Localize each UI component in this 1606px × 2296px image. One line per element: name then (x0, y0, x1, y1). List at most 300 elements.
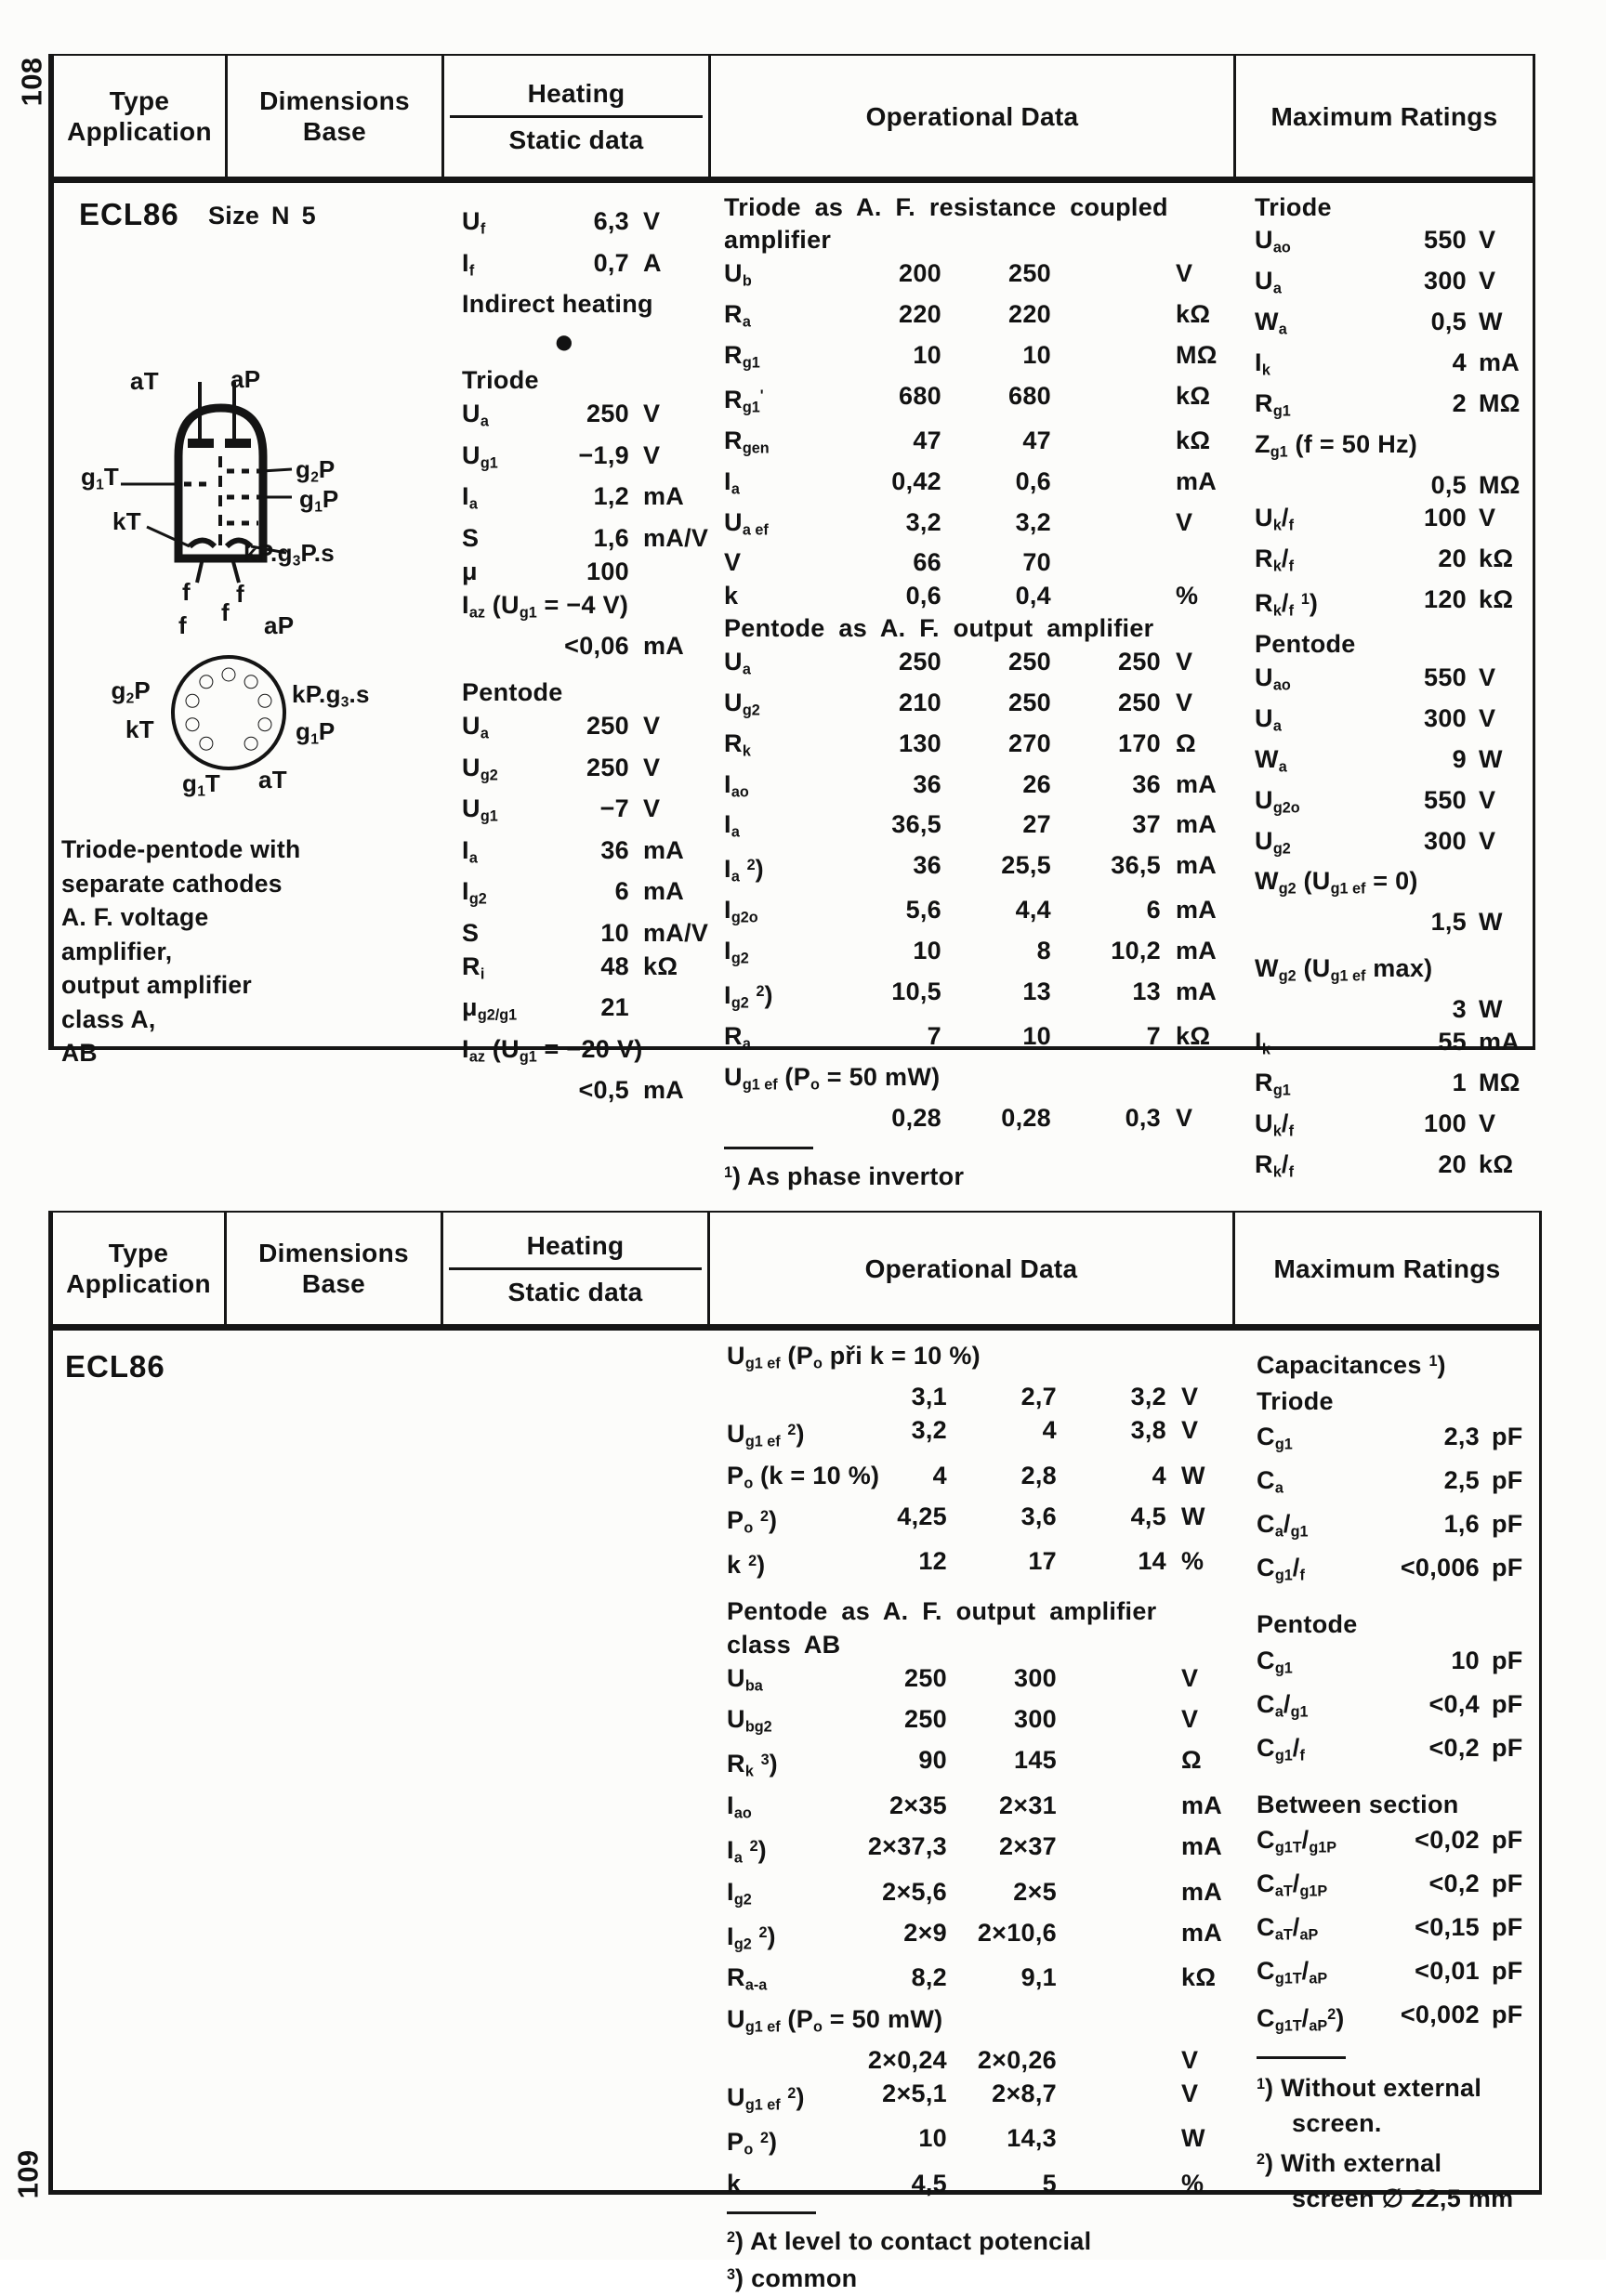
group-heading: Pentode (1255, 630, 1356, 659)
value: 170 (1118, 728, 1161, 757)
value (1051, 339, 1161, 380)
symbol (727, 2044, 837, 2078)
value: <0,006 (1400, 1554, 1480, 1582)
value: 2 (1452, 389, 1467, 418)
symbol: $U_a$ (462, 712, 489, 742)
unit: mA (1176, 977, 1218, 1006)
value (1057, 1703, 1166, 1744)
header-operational-label: Operational Data (864, 1253, 1078, 1283)
value (1057, 1876, 1166, 1917)
value (1051, 380, 1161, 425)
tube-label-f-left: f (182, 578, 191, 606)
symbol: $C_{g1T}/_{g1P}$ (1257, 1826, 1337, 1856)
symbol (724, 1102, 832, 1135)
data-row (724, 380, 1228, 425)
symbol: $I_a$ $^2$) (727, 1836, 767, 1867)
value: −7 (599, 794, 629, 823)
symbol: $C_a/_{g1}$ (1257, 1689, 1309, 1721)
symbol (462, 629, 544, 663)
unit (1467, 428, 1526, 469)
symbol: $R_k$ $^3$) (727, 1750, 778, 1781)
value (1057, 1790, 1166, 1830)
header-maximum-label: Maximum Ratings (1273, 1253, 1501, 1283)
value: 0,6 (1015, 466, 1051, 495)
value: 2×10,6 (977, 1918, 1057, 1947)
value: 1,6 (1443, 1510, 1480, 1539)
value: 36 (600, 835, 629, 864)
value: 2×5,1 (882, 2079, 947, 2107)
footnote: $^2$) At level to contact potencial (727, 2227, 1092, 2256)
data-row (727, 1830, 1233, 1875)
value: 3 (1452, 994, 1467, 1023)
base-label-g1P: $g_1P$ (296, 717, 336, 748)
symbol: $P_o$ (k = 10 %) (727, 1461, 880, 1492)
value: 0,28 (1001, 1104, 1051, 1133)
header-type-application (53, 1213, 227, 1324)
value: 10 (913, 340, 941, 369)
value: 4 (1042, 1416, 1057, 1445)
symbol: $C_{g1}/_f$ (1257, 1554, 1305, 1584)
base-label-g2P: $g_2P$ (111, 676, 151, 707)
symbol: $P_o$ $^2$) (727, 1505, 778, 1537)
value: 250 (1008, 647, 1051, 676)
maximum-ratings-column-top (1255, 191, 1526, 1189)
operational-data-column-bottom (727, 1340, 1233, 2296)
data-row (1255, 265, 1526, 306)
data-row (727, 1460, 1233, 1501)
data-row (1255, 428, 1526, 469)
unit: A (643, 248, 662, 277)
value: 250 (1118, 647, 1161, 676)
unit: % (1181, 1547, 1204, 1576)
tube-type: ECL86 (79, 197, 179, 231)
symbol: $C_{g1}$ (1257, 1423, 1293, 1453)
value: <0,4 (1428, 1689, 1480, 1718)
data-row (1255, 347, 1526, 387)
unit: mA (1176, 851, 1218, 880)
footnote: $^2$) With external (1257, 2148, 1442, 2177)
data-row (462, 588, 694, 630)
symbol: $I_{g2}$ $^2$) (727, 1922, 776, 1953)
value: 200 (899, 258, 941, 287)
symbol: $U_{ao}$ (1255, 663, 1291, 694)
data-row (724, 935, 1228, 976)
value (1051, 506, 1161, 547)
value: −1,9 (578, 440, 629, 469)
value: <0,15 (1415, 1913, 1480, 1942)
value (1051, 546, 1161, 579)
data-row (727, 1703, 1233, 1744)
data-row (1255, 1067, 1526, 1108)
unit: pF (1492, 1646, 1523, 1674)
unit: V (1181, 1416, 1199, 1445)
value: 3,2 (1130, 1383, 1166, 1411)
value: 17 (1028, 1547, 1057, 1576)
unit: mA (643, 835, 685, 864)
symbol: $U_{bg2}$ (727, 1705, 772, 1736)
value: 47 (913, 426, 941, 454)
value: 550 (1424, 785, 1467, 814)
value: 300 (1014, 1705, 1057, 1734)
unit: W (1479, 308, 1503, 336)
value: 10,5 (891, 977, 941, 1006)
value (1357, 952, 1467, 993)
unit: mA (1176, 896, 1218, 925)
data-row (462, 709, 694, 751)
value: 1,2 (593, 482, 629, 511)
base-label-kT: kT (125, 715, 154, 743)
value: <0,002 (1400, 2001, 1480, 2029)
symbol: $U_{g2}$ (1255, 826, 1291, 858)
header-operational-data (710, 1213, 1235, 1324)
data-row (1255, 502, 1526, 543)
unit: mA (1181, 1791, 1223, 1819)
unit: W (1181, 1461, 1205, 1489)
description-line: AB (61, 1039, 98, 1067)
value: 0,42 (891, 466, 941, 495)
unit: V (1479, 504, 1496, 532)
data-row (1255, 1026, 1526, 1067)
data-row (1255, 1148, 1526, 1189)
unit (629, 588, 694, 630)
value: 2,3 (1443, 1423, 1480, 1451)
unit: pF (1492, 1870, 1523, 1898)
data-row (724, 768, 1228, 809)
symbol: $U_a$ (724, 647, 751, 678)
unit: mA (1176, 810, 1218, 839)
unit: pF (1492, 1689, 1523, 1718)
symbol: S (462, 918, 480, 947)
data-row (727, 1876, 1233, 1917)
value: 36,5 (1111, 851, 1161, 880)
footnote-rule (724, 1147, 813, 1149)
data-row (1255, 1108, 1526, 1148)
value: 300 (1424, 267, 1467, 295)
symbol: $I_{az}$ ($U_{g1} = -20$ V) (462, 1034, 643, 1066)
value: 48 (600, 951, 629, 980)
value: 1,6 (593, 523, 629, 552)
value: <0,2 (1428, 1733, 1480, 1762)
unit: mA/V (643, 918, 709, 947)
unit: V (1176, 258, 1193, 287)
value: 8 (1036, 937, 1051, 965)
symbol: $I_a$ (462, 482, 478, 513)
data-row (727, 2122, 1233, 2167)
unit: W (1479, 994, 1503, 1023)
data-row (724, 728, 1228, 768)
value: 10 (600, 918, 629, 947)
value: <0,01 (1415, 1957, 1480, 1986)
unit: kΩ (1176, 299, 1211, 328)
value (1057, 2122, 1166, 2167)
unit: pF (1492, 1423, 1523, 1451)
unit (629, 287, 694, 321)
indirect-heating-dot: ● (553, 322, 575, 362)
value: 36 (913, 769, 941, 798)
value: 5,6 (905, 896, 941, 925)
data-row (1255, 865, 1526, 906)
header-maximum-label: Maximum Ratings (1270, 101, 1498, 131)
value: 250 (586, 753, 629, 781)
data-row (724, 1020, 1228, 1061)
data-row (724, 506, 1228, 547)
unit: mA (1181, 1832, 1223, 1861)
triode-heading: Triode (462, 366, 539, 395)
data-row (1255, 543, 1526, 584)
value (1057, 2044, 1166, 2078)
unit: V (643, 753, 661, 781)
symbol: $I_{g2o}$ (724, 896, 758, 926)
data-row (1255, 702, 1526, 743)
unit: W (1181, 2124, 1205, 2153)
unit: V (1479, 663, 1496, 691)
base-label-g1T: $g_1T$ (182, 769, 221, 800)
data-row (1255, 952, 1526, 993)
description-line: A. F. voltage amplifier, (61, 903, 209, 965)
symbol: $R_{g1}'$ (724, 385, 764, 416)
data-row (1257, 1953, 1535, 1997)
symbol: $C_{g1T}/_{aP}$ (1257, 1957, 1328, 1988)
data-row (1255, 306, 1526, 347)
symbol: $U_a$ (1255, 267, 1282, 297)
value: 0,5 (1430, 308, 1467, 336)
maximum-ratings-column-bottom (1257, 1344, 1535, 2217)
value (1057, 1917, 1166, 1961)
unit: pF (1492, 1957, 1523, 1986)
data-row (1257, 1463, 1535, 1506)
value: 20 (1438, 1149, 1467, 1178)
value: 20 (1438, 544, 1467, 573)
value: 550 (1424, 663, 1467, 691)
tube-label-g2P: $g_2P$ (296, 455, 336, 486)
value (1051, 298, 1161, 339)
unit: MΩ (1479, 389, 1520, 418)
value: <0,06 (564, 632, 629, 661)
value: 220 (899, 299, 941, 328)
symbol: $P_o$ $^2$) (727, 2128, 778, 2158)
header-static-data: Static data (507, 1277, 643, 1306)
unit: mA (1479, 348, 1520, 377)
row-label: $U_{g1 ef}$ ($P_o$ při k = 10 %) (727, 1342, 981, 1372)
unit: mA (1479, 1028, 1520, 1056)
symbol: $R_{gen}$ (724, 426, 770, 457)
value: 300 (1424, 703, 1467, 732)
unit: pF (1492, 1554, 1523, 1582)
value: 10 (1022, 340, 1051, 369)
value: 300 (1014, 1663, 1057, 1692)
value (1057, 2168, 1166, 2201)
value: 10 (1022, 1022, 1051, 1051)
unit: mA (1181, 1877, 1223, 1906)
value: <0,02 (1415, 1826, 1480, 1855)
symbol: Indirect heating (462, 290, 653, 319)
unit: Ω (1181, 1746, 1202, 1775)
value: 250 (904, 1705, 947, 1734)
unit (629, 1032, 694, 1074)
footnote: screen. (1292, 2109, 1382, 2138)
symbol: $I_a$ (462, 835, 478, 867)
group-heading: Triode (1255, 193, 1332, 221)
page-number-top: 108 (15, 57, 48, 107)
symbol: $R_k/_f$ (1255, 544, 1295, 575)
data-row (1257, 1506, 1535, 1550)
value: 2×37,3 (867, 1832, 947, 1861)
symbol: $C_a/_{g1}$ (1257, 1510, 1309, 1541)
unit: V (1479, 267, 1496, 295)
heating-static-data-column (462, 204, 709, 1107)
symbol: $U_b$ (724, 258, 752, 290)
unit: % (1176, 581, 1199, 610)
value (544, 287, 629, 321)
data-row (727, 2078, 1233, 2122)
value: 5 (1042, 2169, 1057, 2198)
unit: pF (1492, 2001, 1523, 2029)
unit: V (1479, 785, 1496, 814)
value: 0,5 (1430, 471, 1467, 500)
data-row (724, 808, 1228, 849)
data-row (462, 1032, 694, 1074)
value: 4,4 (1015, 896, 1051, 925)
data-row (724, 580, 1228, 612)
value (1057, 2078, 1166, 2122)
unit: kΩ (1479, 585, 1514, 614)
value (1051, 257, 1161, 298)
unit: Ω (1176, 728, 1196, 757)
tube-base-diagram (168, 653, 289, 774)
value (1357, 428, 1467, 469)
data-row (724, 339, 1228, 380)
value: 47 (1022, 426, 1051, 454)
value: 70 (1022, 548, 1051, 577)
symbol: $C_{aT}/_{aP}$ (1257, 1913, 1319, 1944)
value (1051, 466, 1161, 506)
section-heading: Triode as A. F. resistance coupled (724, 193, 1168, 221)
header-application: Application (67, 117, 212, 146)
data-row (727, 2044, 1233, 2078)
value (544, 588, 629, 630)
unit: mA (643, 1076, 685, 1105)
value: 4,5 (1130, 1502, 1166, 1530)
section-heading: Pentode as A. F. output amplifier (724, 614, 1154, 643)
data-row (462, 555, 694, 588)
value: 0,3 (1125, 1104, 1161, 1133)
value: 0,4 (1015, 581, 1051, 610)
value: 3,1 (911, 1383, 947, 1411)
value (1051, 425, 1161, 466)
tube-label-kT: kT (112, 507, 141, 535)
tube-label-g1P: $g_1P$ (299, 485, 339, 516)
value: 0,28 (891, 1104, 941, 1133)
footnote: $^3$) common (727, 2264, 858, 2293)
data-row (462, 521, 709, 555)
unit: V (1181, 1705, 1199, 1734)
symbol: V (724, 548, 742, 577)
header-heating: Heating (526, 1230, 625, 1260)
unit: V (1479, 703, 1496, 732)
unit: V (643, 207, 661, 235)
value: 270 (1008, 728, 1051, 757)
data-row (727, 2168, 1233, 2201)
unit: kΩ (1479, 544, 1514, 573)
symbol: $C_{g1}$ (1257, 1646, 1293, 1677)
data-row (462, 397, 694, 439)
symbol: $R_{g1}$ (1255, 389, 1291, 420)
data-row (724, 894, 1228, 935)
symbol: $I_a$ (724, 466, 740, 498)
unit: mA (1176, 769, 1218, 798)
data-row (462, 874, 694, 916)
value: <0,5 (578, 1076, 629, 1105)
header-heating: Heating (527, 78, 625, 108)
symbol: $R_{a-a}$ (727, 1963, 768, 1994)
unit: kΩ (1176, 1022, 1211, 1051)
application-description (61, 833, 322, 1070)
unit: mA (1176, 937, 1218, 965)
tube-label-g1T: $g_1T$ (80, 463, 119, 493)
unit: V (1479, 826, 1496, 855)
symbol: $I_k$ (1255, 1028, 1270, 1058)
data-row (462, 246, 694, 288)
header-type-application (54, 56, 228, 177)
header-operational-data (711, 56, 1236, 177)
data-row (462, 833, 694, 875)
value: 250 (586, 712, 629, 741)
data-row (724, 298, 1228, 339)
section-heading: class AB (727, 1630, 841, 1659)
value: 2,5 (1443, 1466, 1480, 1495)
value: 250 (1118, 688, 1161, 716)
base-label-aP: aP (264, 611, 295, 639)
data-row (1257, 1997, 1535, 2044)
unit (1467, 865, 1526, 906)
header-dimensions-base (228, 56, 444, 177)
footnote-rule (1257, 2056, 1346, 2059)
symbol: $W_{g2}$ $(U_{g1 ef} = 0)$ (1255, 867, 1418, 898)
value: 4 (1152, 1461, 1166, 1489)
value: 210 (899, 688, 941, 716)
symbol: $U_{g2}$ (724, 688, 760, 719)
symbol: $U_{g2o}$ (1255, 785, 1300, 817)
value: 250 (1008, 688, 1051, 716)
value: 4 (932, 1461, 947, 1489)
data-row (724, 425, 1228, 466)
header-base: Base (301, 1269, 366, 1298)
unit: kΩ (1181, 1963, 1217, 1992)
data-row (727, 1545, 1233, 1582)
unit: kΩ (1479, 1149, 1514, 1178)
value: 1 (1452, 1069, 1467, 1097)
symbol: $U_{ba}$ (727, 1663, 763, 1695)
value: 220 (1008, 299, 1051, 328)
value: 55 (1438, 1028, 1467, 1056)
symbol: k (727, 2169, 742, 2198)
unit: mA (643, 877, 685, 906)
value: 37 (1132, 810, 1161, 839)
symbol (1255, 469, 1357, 502)
header-base: Base (302, 117, 367, 146)
value: 680 (1008, 381, 1051, 410)
value: 100 (586, 557, 629, 585)
value: 0,7 (593, 248, 629, 277)
description-line: Triode-pentode with (61, 835, 301, 863)
value (544, 1032, 629, 1074)
value: 3,2 (905, 507, 941, 536)
unit: V (1479, 1109, 1496, 1137)
value (1357, 865, 1467, 906)
footnote: $^1$) As phase invertor (724, 1161, 965, 1190)
unit (1467, 952, 1526, 993)
value: 27 (1022, 810, 1051, 839)
